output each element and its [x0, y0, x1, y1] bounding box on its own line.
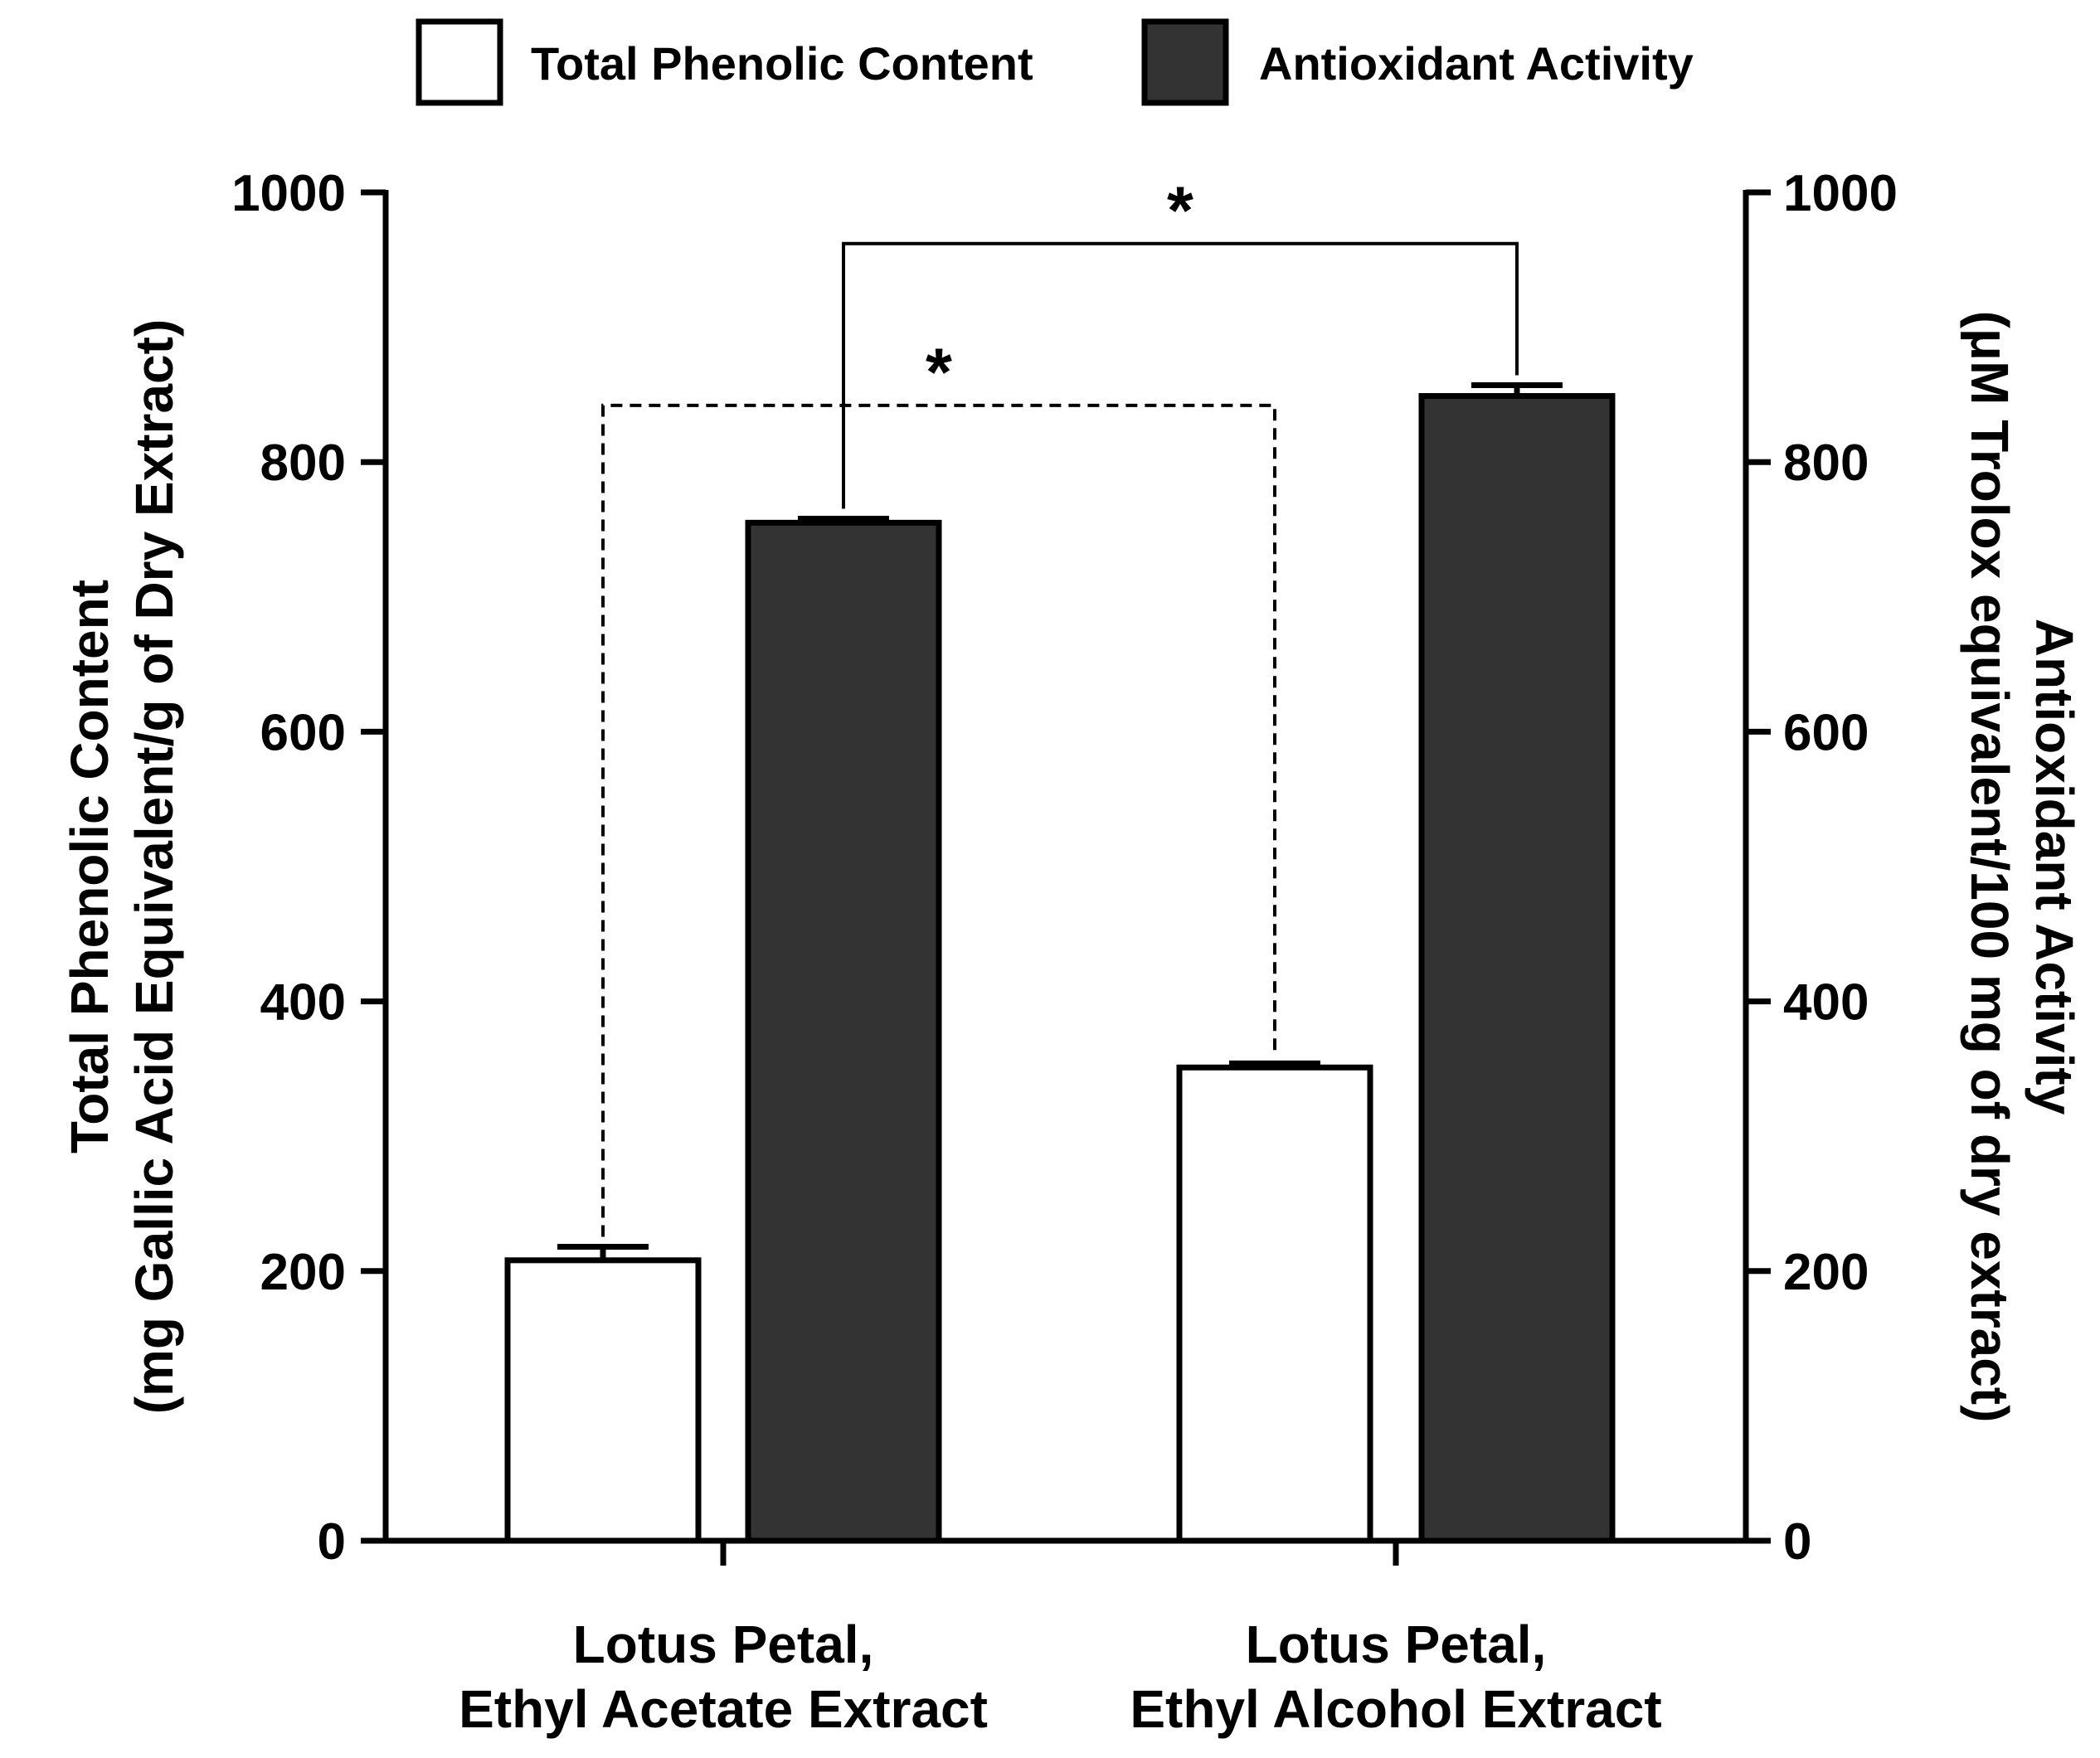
- left-tick-label-400: 400: [260, 974, 346, 1032]
- right-tick-label-400: 400: [1783, 974, 1869, 1032]
- category-label-line: Ethyl Acetate Extract: [459, 1679, 988, 1739]
- legend-swatch-phenolic: [419, 22, 500, 103]
- left-tick-label-200: 200: [260, 1243, 346, 1301]
- left-axis-title-line-0: Total Phenolic Content: [60, 579, 119, 1154]
- left-axis-title-line-1: (mg Gallic Acid Equivalent/g of Dry Extract): [124, 318, 184, 1415]
- right-axis-ticks: [1746, 165, 1898, 1571]
- left-tick-label-600: 600: [260, 704, 346, 762]
- bar-phenolic-1: [1179, 1067, 1370, 1541]
- left-tick-label-1000: 1000: [231, 165, 346, 222]
- right-tick-label-0: 0: [1783, 1513, 1812, 1571]
- right-axis-title-line-1: (μM Trolox equivalent/100 mg of dry extract): [1960, 310, 2020, 1423]
- category-label-line: Ethyl Alcohol Extract: [1130, 1679, 1662, 1739]
- category-label-0: [459, 1615, 988, 1739]
- right-tick-label-200: 200: [1783, 1243, 1869, 1301]
- legend-label-phenolic: Total Phenolic Content: [531, 37, 1033, 90]
- category-label-line: Lotus Petal,: [1245, 1615, 1547, 1674]
- left-axis-ticks: [231, 165, 386, 1571]
- right-axis-title-line-0: Antioxidant Activity: [2025, 618, 2084, 1115]
- legend: [419, 22, 1694, 103]
- axis-titles: [60, 311, 2084, 1423]
- legend-label-antioxidant: Antioxidant Activity: [1259, 37, 1694, 90]
- bars: [508, 396, 1612, 1541]
- category-labels: [459, 1615, 1662, 1739]
- error-bars: [557, 386, 1563, 1260]
- category-label-line: Lotus Petal,: [572, 1615, 874, 1674]
- legend-swatch-antioxidant: [1145, 22, 1226, 103]
- significance-brackets: [603, 173, 1517, 1237]
- right-tick-label-800: 800: [1783, 435, 1869, 493]
- bar-antioxidant-0: [748, 522, 939, 1541]
- left-tick-label-800: 800: [260, 435, 346, 493]
- right-tick-label-600: 600: [1783, 704, 1869, 762]
- significance-star-0: *: [1167, 172, 1193, 249]
- bar-antioxidant-1: [1422, 396, 1612, 1541]
- left-tick-label-0: 0: [317, 1513, 346, 1571]
- significance-star-1: *: [926, 334, 952, 410]
- right-tick-label-1000: 1000: [1783, 165, 1898, 222]
- category-label-1: [1130, 1615, 1661, 1739]
- bar-phenolic-0: [508, 1260, 698, 1541]
